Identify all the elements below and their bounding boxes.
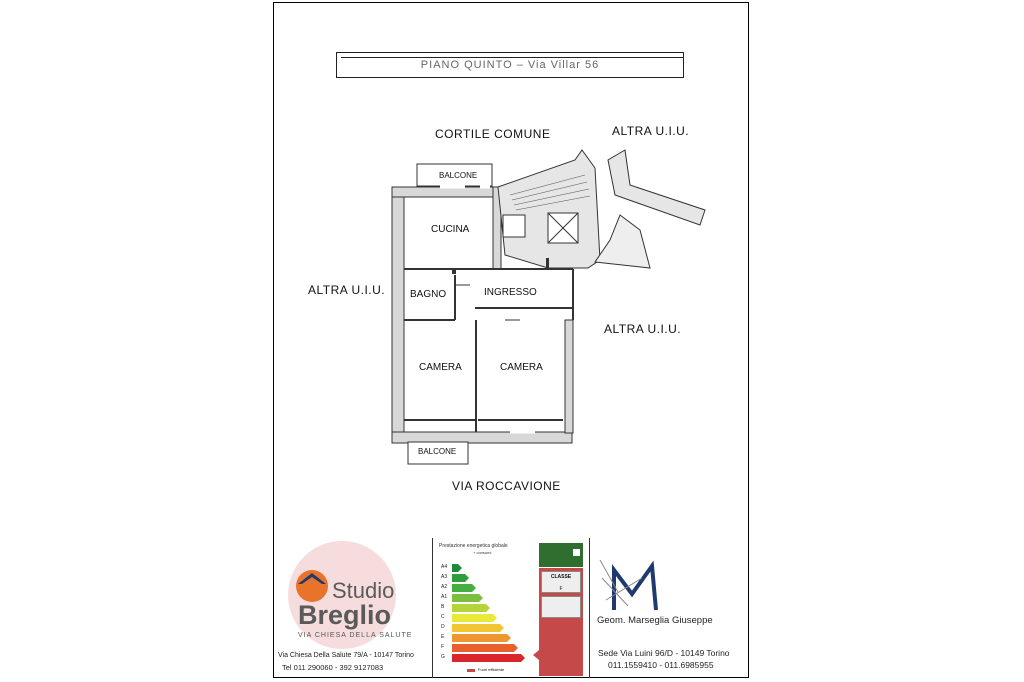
stair-landing xyxy=(503,215,525,237)
energy-class-bar xyxy=(452,634,511,642)
geometra-address: Sede Via Luini 96/D - 10149 Torino xyxy=(598,648,730,658)
room-balcone-bottom: BALCONE xyxy=(418,447,457,456)
geometra-phone: 011.1559410 - 011.6985955 xyxy=(608,660,714,670)
label-altra-left: ALTRA U.I.U. xyxy=(308,283,386,297)
energy-class-bar xyxy=(452,584,476,592)
east-wall-bedroom xyxy=(565,320,573,433)
south-wall xyxy=(392,432,572,443)
checkbox-icon xyxy=(573,549,580,556)
classe-value: F xyxy=(559,586,563,592)
energy-heading: Prestazione energetica globale xyxy=(439,543,508,549)
label-street: VIA ROCCAVIONE xyxy=(452,479,561,493)
energy-label-panel xyxy=(432,538,590,678)
performance-box xyxy=(541,596,581,618)
door-marker xyxy=(452,268,456,274)
room-cucina: CUCINA xyxy=(431,224,470,235)
room-ingresso: INGRESSO xyxy=(484,287,537,298)
breglio-word: Breglio xyxy=(298,600,392,630)
studio-logo-panel xyxy=(276,538,432,678)
energy-class-label: A4 xyxy=(441,564,448,570)
room-bagno: BAGNO xyxy=(410,289,447,300)
studio-word: Studio xyxy=(332,578,395,603)
stairwell-block xyxy=(498,150,600,268)
energy-class-bar xyxy=(452,574,469,582)
geometra-logo-icon xyxy=(598,556,660,616)
energy-class-label: C xyxy=(441,614,445,620)
energy-class-label: F xyxy=(441,644,445,650)
room-balcone-top: BALCONE xyxy=(439,171,478,180)
geometra-panel xyxy=(592,538,748,678)
energy-class-bar xyxy=(452,564,462,572)
energy-class-bar xyxy=(452,614,497,622)
legend-text: Fuori efficiente xyxy=(478,667,505,672)
class-pointer-icon xyxy=(533,650,539,660)
label-altra-top: ALTRA U.I.U. xyxy=(612,124,690,138)
energy-class-label: E xyxy=(441,634,445,640)
energy-class-bar xyxy=(452,624,504,632)
room-camera-right: CAMERA xyxy=(500,362,543,373)
plan-title: PIANO QUINTO – Via Villar 56 xyxy=(420,59,600,71)
west-wall xyxy=(392,187,404,443)
classe-box xyxy=(541,571,581,593)
energy-class-label: A3 xyxy=(441,574,448,580)
energy-class-bar xyxy=(452,644,518,652)
energy-class-bar xyxy=(452,594,483,602)
energy-class-label: B xyxy=(441,604,445,610)
neighbour-wall xyxy=(608,150,705,225)
energy-class-bar xyxy=(452,604,490,612)
energy-sub: + consumi xyxy=(473,550,492,555)
house-icon xyxy=(294,568,330,602)
energy-header-box xyxy=(539,543,583,567)
energy-class-label: D xyxy=(441,624,445,630)
studio-address: Via Chiesa Della Salute 79/A - 10147 Torino xyxy=(278,652,414,659)
classe-label: CLASSE xyxy=(550,574,572,580)
room-camera-left: CAMERA xyxy=(419,362,462,373)
energy-class-bar xyxy=(452,654,525,662)
legend-swatch xyxy=(467,669,475,672)
energy-class-label: A2 xyxy=(441,584,448,590)
label-cortile: CORTILE COMUNE xyxy=(435,127,551,141)
geometra-name: Geom. Marseglia Giuseppe xyxy=(597,615,713,626)
energy-class-label: A1 xyxy=(441,594,448,600)
studio-tagline: VIA CHIESA DELLA SALUTE xyxy=(298,632,413,639)
studio-phone: Tel 011 290060 - 392 9127083 xyxy=(282,663,384,672)
energy-class-label: G xyxy=(441,654,445,660)
label-altra-right: ALTRA U.I.U. xyxy=(604,322,682,336)
